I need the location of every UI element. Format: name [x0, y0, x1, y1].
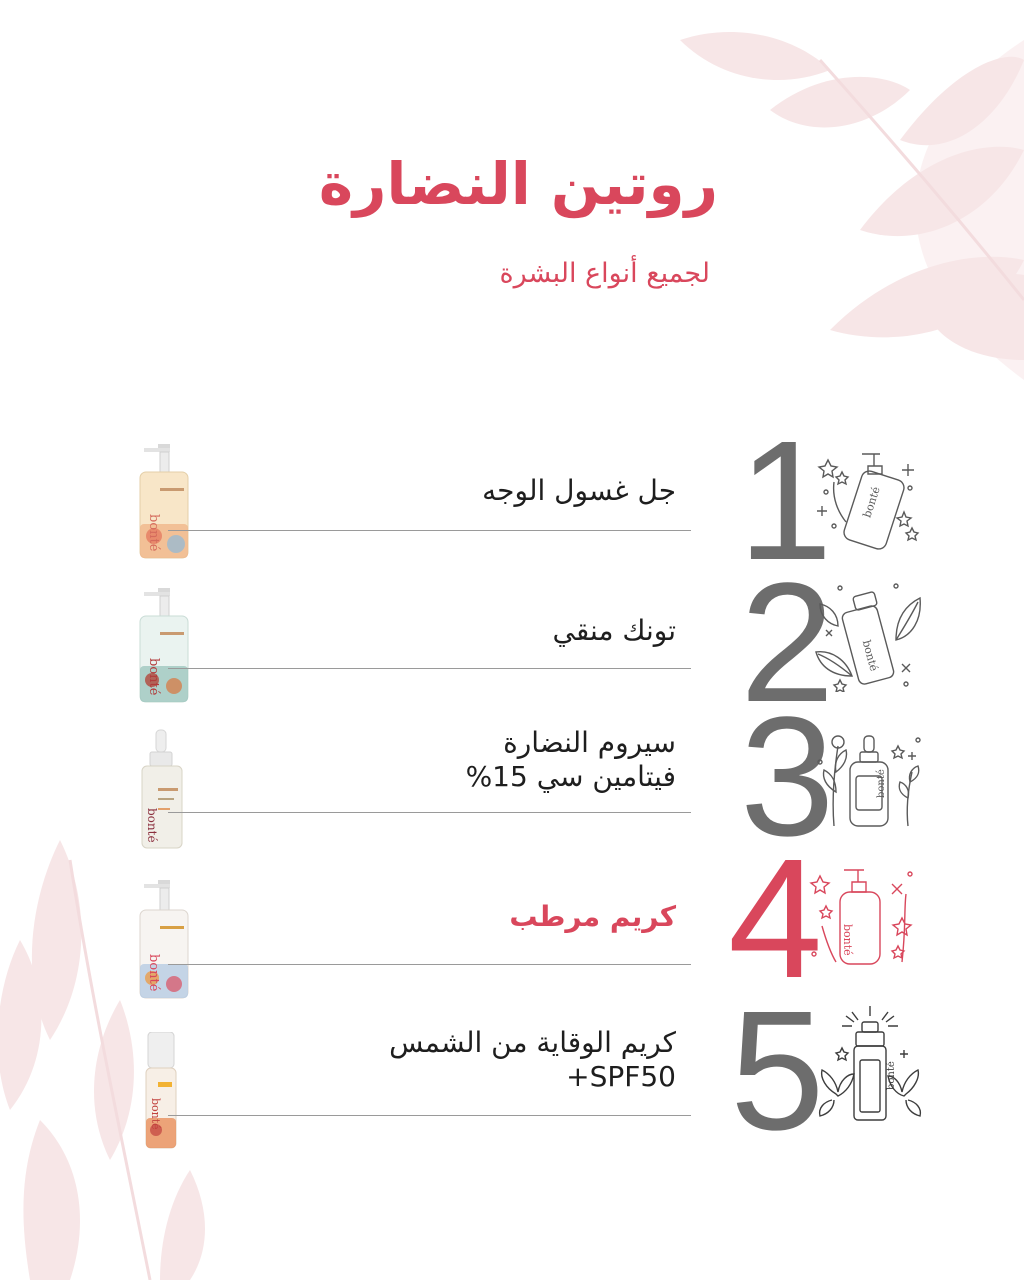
step-label: [466, 726, 676, 793]
brand-logo: bonté: [146, 954, 161, 992]
divider-line: [168, 964, 691, 965]
step-label-line2: SPF50+: [566, 1059, 676, 1093]
svg-text:bonté: bonté: [876, 769, 887, 798]
sunscreen-bottle-icon: [130, 1032, 206, 1154]
page-title: روتين النضارة: [318, 150, 718, 218]
step-label-line1: كريم مرطب: [509, 900, 676, 933]
step-number: 3: [740, 682, 835, 872]
step-label: [509, 900, 676, 934]
divider-line: [168, 812, 691, 813]
brand-logo: bonté: [149, 1098, 162, 1130]
step-label-line1: سيروم النضارة: [503, 726, 676, 759]
spray-bottle-sun-lily-icon: [816, 1004, 924, 1128]
step-label: [482, 474, 676, 508]
step-label-line2: فيتامين سي 15%: [465, 759, 676, 793]
toner-pump-bottle-icon: [130, 588, 206, 708]
step-label-line1: تونك منقي: [552, 614, 676, 647]
brand-logo: bonté: [146, 658, 161, 696]
step-number: 5: [730, 976, 825, 1166]
step-number: 4: [728, 824, 823, 1014]
step-label-line1: جل غسول الوجه: [482, 474, 676, 507]
toner-bottle-leaves-icon: [812, 580, 924, 696]
svg-text:bonté: bonté: [886, 1061, 897, 1090]
step-number: 2: [740, 548, 835, 738]
step-number: 1: [738, 406, 833, 596]
divider-line: [168, 668, 691, 669]
pump-bottle-stars-icon: [806, 866, 918, 972]
svg-text:bonté: bonté: [860, 485, 883, 520]
brand-logo: bonté: [146, 514, 161, 552]
pump-bottle-sparkles-icon: [812, 442, 924, 556]
dropper-bottle-flowers-icon: [812, 732, 924, 836]
step-label: [389, 1026, 676, 1093]
step-label: [553, 614, 677, 648]
page-subtitle: لجميع أنواع البشرة: [499, 258, 710, 289]
brand-logo: bonté: [145, 808, 159, 843]
svg-text:bonté: bonté: [841, 924, 854, 956]
step-label-line1: كريم الوقاية من الشمس: [389, 1026, 676, 1059]
svg-text:bonté: bonté: [859, 638, 881, 673]
divider-line: [168, 530, 691, 531]
serum-dropper-bottle-icon: [130, 728, 206, 856]
cleanser-pump-bottle-icon: [130, 444, 206, 564]
divider-line: [168, 1115, 691, 1116]
moisturizer-pump-bottle-icon: [130, 880, 206, 1006]
